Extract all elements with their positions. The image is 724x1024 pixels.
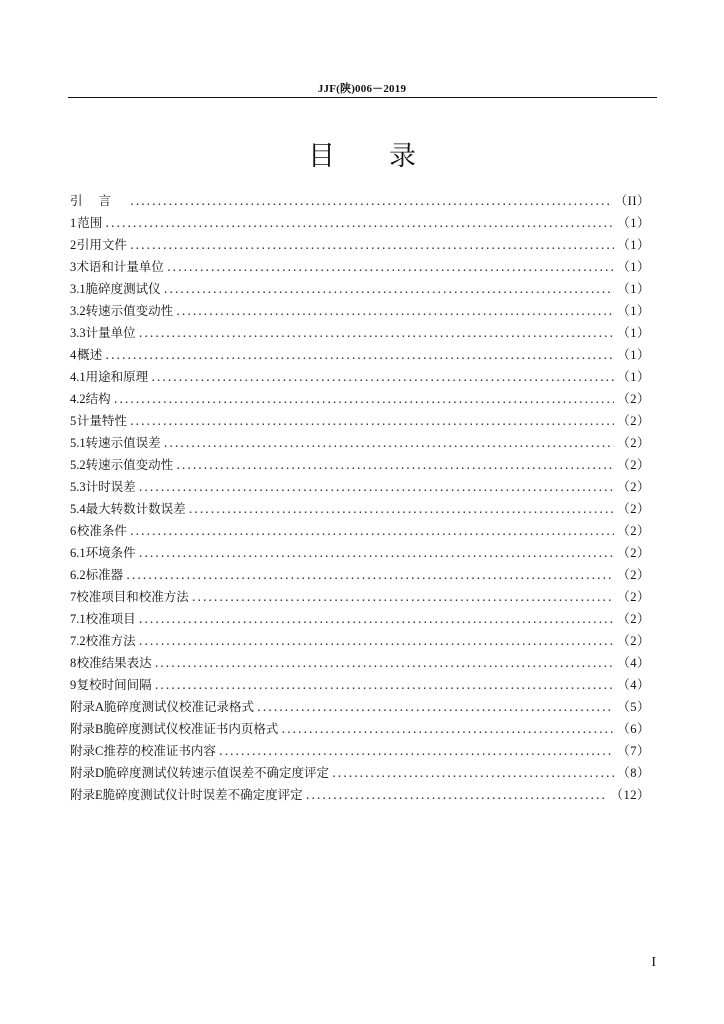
toc-leader-dots [164, 432, 615, 454]
toc-entry-page: （5） [617, 700, 650, 714]
toc-entry-label: 标准器 [85, 567, 124, 582]
toc-entry-label: 脆碎度测试仪校准记录格式 [104, 699, 255, 714]
toc-entry-number: 5.3 [70, 480, 86, 494]
toc-entry-number: 7.1 [70, 612, 86, 626]
toc-leader-dots [139, 630, 615, 652]
toc-entry-number: 2 [70, 238, 77, 252]
toc-entry[interactable] [70, 366, 650, 388]
page-number: I [651, 955, 656, 970]
toc-leader-dots [139, 542, 615, 564]
toc-leader-dots [176, 454, 614, 476]
toc-entry-page: （II） [614, 194, 650, 208]
toc-leader-dots [139, 608, 615, 630]
toc-entry-number: 8 [70, 656, 77, 670]
toc-entry[interactable] [70, 674, 650, 696]
page-title-char-2: 录 [389, 141, 416, 172]
toc-entry[interactable] [70, 234, 650, 256]
toc-entry-number: 5.4 [70, 502, 86, 516]
toc-leader-dots [306, 784, 608, 806]
toc-entry-label: 脆碎度测试仪转速示值误差不确定度评定 [104, 765, 330, 780]
toc-entry-label: 结构 [85, 391, 111, 406]
toc-entry-page: （2） [617, 458, 650, 472]
toc-entry-number: 7.2 [70, 634, 86, 648]
toc-entry-number: 附录A [70, 700, 105, 714]
toc-leader-dots [257, 696, 614, 718]
toc-entry-page: （6） [617, 722, 650, 736]
toc-entry[interactable] [70, 344, 650, 366]
toc-entry-number: 5.2 [70, 458, 86, 472]
toc-leader-dots [130, 520, 614, 542]
toc-entry-number: 3.3 [70, 326, 86, 340]
toc-entry-page: （8） [617, 766, 650, 780]
toc-entry-number: 附录B [70, 722, 104, 736]
toc-entry-number: 4.2 [70, 392, 86, 406]
toc-leader-dots [192, 586, 614, 608]
toc-entry-label: 用途和原理 [85, 369, 149, 384]
toc-leader-dots [130, 410, 614, 432]
table-of-contents [70, 190, 650, 806]
toc-entry[interactable] [70, 696, 650, 718]
toc-entry-page: （1） [617, 348, 650, 362]
toc-entry-label: 校准条件 [76, 523, 127, 538]
toc-leader-dots [219, 740, 614, 762]
toc-entry[interactable] [70, 784, 650, 806]
toc-leader-dots [155, 652, 615, 674]
toc-entry[interactable] [70, 542, 650, 564]
toc-entry-label: 校准项目 [85, 611, 136, 626]
toc-entry-label: 复校时间间隔 [76, 677, 152, 692]
toc-entry-number: 4 [70, 348, 77, 362]
toc-entry-label: 校准项目和校准方法 [76, 589, 189, 604]
toc-entry-label: 脆碎度测试仪 [85, 281, 161, 296]
toc-entry-number: 1 [70, 216, 77, 230]
toc-entry[interactable] [70, 630, 650, 652]
page-title [0, 134, 724, 173]
toc-entry-label: 推荐的校准证书内容 [103, 743, 216, 758]
toc-entry[interactable] [70, 388, 650, 410]
toc-entry-number: 3.1 [70, 282, 86, 296]
toc-leader-dots [167, 256, 614, 278]
toc-entry-number: 3.2 [70, 304, 86, 318]
toc-leader-dots [176, 300, 614, 322]
toc-entry[interactable] [70, 300, 650, 322]
toc-leader-dots [189, 498, 615, 520]
toc-entry-page: （1） [617, 238, 650, 252]
toc-entry-label: 引言 [70, 193, 128, 208]
toc-entry-page: （2） [617, 590, 650, 604]
toc-entry-number: 6.2 [70, 568, 86, 582]
toc-leader-dots [130, 190, 612, 212]
header-rule [68, 97, 657, 98]
toc-entry[interactable] [70, 190, 650, 212]
toc-entry[interactable] [70, 740, 650, 762]
toc-entry[interactable] [70, 564, 650, 586]
toc-entry-page: （2） [617, 502, 650, 516]
toc-entry-label: 引用文件 [76, 237, 127, 252]
toc-entry-label: 转速示值变动性 [85, 303, 174, 318]
toc-entry[interactable] [70, 322, 650, 344]
toc-entry-label: 脆碎度测试仪校准证书内页格式 [103, 721, 279, 736]
toc-leader-dots [105, 344, 614, 366]
toc-entry[interactable] [70, 278, 650, 300]
toc-entry-label: 最大转数计数误差 [85, 501, 186, 516]
toc-leader-dots [139, 322, 615, 344]
toc-leader-dots [164, 278, 615, 300]
toc-entry-page: （1） [617, 260, 650, 274]
toc-leader-dots [139, 476, 615, 498]
toc-entry[interactable] [70, 520, 650, 542]
toc-entry-page: （2） [617, 524, 650, 538]
toc-entry[interactable] [70, 586, 650, 608]
toc-entry-label: 概述 [77, 347, 103, 362]
toc-entry-label: 转速示值误差 [85, 435, 161, 450]
toc-leader-dots [105, 212, 614, 234]
toc-entry-page: （1） [617, 370, 650, 384]
page-title-char-1: 目 [308, 141, 335, 172]
toc-entry[interactable] [70, 256, 650, 278]
toc-entry-page: （4） [617, 656, 650, 670]
toc-entry-number: 附录D [70, 766, 105, 780]
toc-entry-label: 计时误差 [85, 479, 136, 494]
toc-entry-page: （2） [617, 436, 650, 450]
toc-entry-page: （2） [617, 414, 650, 428]
toc-entry-page: （2） [617, 546, 650, 560]
toc-entry[interactable] [70, 498, 650, 520]
toc-entry-page: （7） [617, 744, 650, 758]
toc-entry-label: 校准方法 [85, 633, 136, 648]
toc-entry-number: 4.1 [70, 370, 86, 384]
toc-entry-page: （2） [617, 612, 650, 626]
toc-entry[interactable] [70, 718, 650, 740]
toc-leader-dots [151, 366, 614, 388]
toc-entry-number: 附录E [70, 788, 103, 802]
toc-entry-number: 附录C [70, 744, 104, 758]
toc-entry-page: （2） [617, 568, 650, 582]
toc-entry-number: 5 [70, 414, 77, 428]
toc-entry-page: （2） [617, 480, 650, 494]
toc-entry-number: 9 [70, 678, 77, 692]
toc-entry-label: 计量单位 [85, 325, 136, 340]
toc-entry-page: （1） [617, 326, 650, 340]
toc-entry-label: 范围 [77, 215, 103, 230]
toc-entry-label: 环境条件 [85, 545, 136, 560]
toc-entry[interactable] [70, 432, 650, 454]
toc-leader-dots [281, 718, 614, 740]
toc-entry-number: 3 [70, 260, 77, 274]
toc-entry[interactable] [70, 454, 650, 476]
toc-entry-page: （2） [617, 392, 650, 406]
toc-entry-label: 转速示值变动性 [85, 457, 174, 472]
toc-leader-dots [155, 674, 615, 696]
toc-entry-number: 5.1 [70, 436, 86, 450]
toc-entry-page: （1） [617, 304, 650, 318]
toc-entry[interactable] [70, 476, 650, 498]
toc-entry-number: 7 [70, 590, 77, 604]
toc-entry[interactable] [70, 410, 650, 432]
toc-entry-label: 脆碎度测试仪计时误差不确定度评定 [102, 787, 303, 802]
toc-leader-dots [114, 388, 615, 410]
toc-leader-dots [126, 564, 614, 586]
toc-leader-dots [332, 762, 614, 784]
toc-entry-page: （1） [617, 282, 650, 296]
toc-entry-label: 术语和计量单位 [76, 259, 164, 274]
toc-entry-label: 计量特性 [76, 413, 127, 428]
toc-entry[interactable] [70, 652, 650, 674]
toc-entry-page: （2） [617, 634, 650, 648]
toc-entry-number: 6.1 [70, 546, 86, 560]
toc-entry-label: 校准结果表达 [76, 655, 152, 670]
toc-leader-dots [130, 234, 614, 256]
standard-code: JJF(陕)006－2019 [317, 83, 407, 95]
toc-entry-page: （12） [610, 788, 650, 802]
toc-entry[interactable] [70, 212, 650, 234]
toc-entry-page: （1） [617, 216, 650, 230]
toc-entry-number: 6 [70, 524, 77, 538]
toc-entry[interactable] [70, 762, 650, 784]
toc-entry[interactable] [70, 608, 650, 630]
toc-entry-page: （4） [617, 678, 650, 692]
